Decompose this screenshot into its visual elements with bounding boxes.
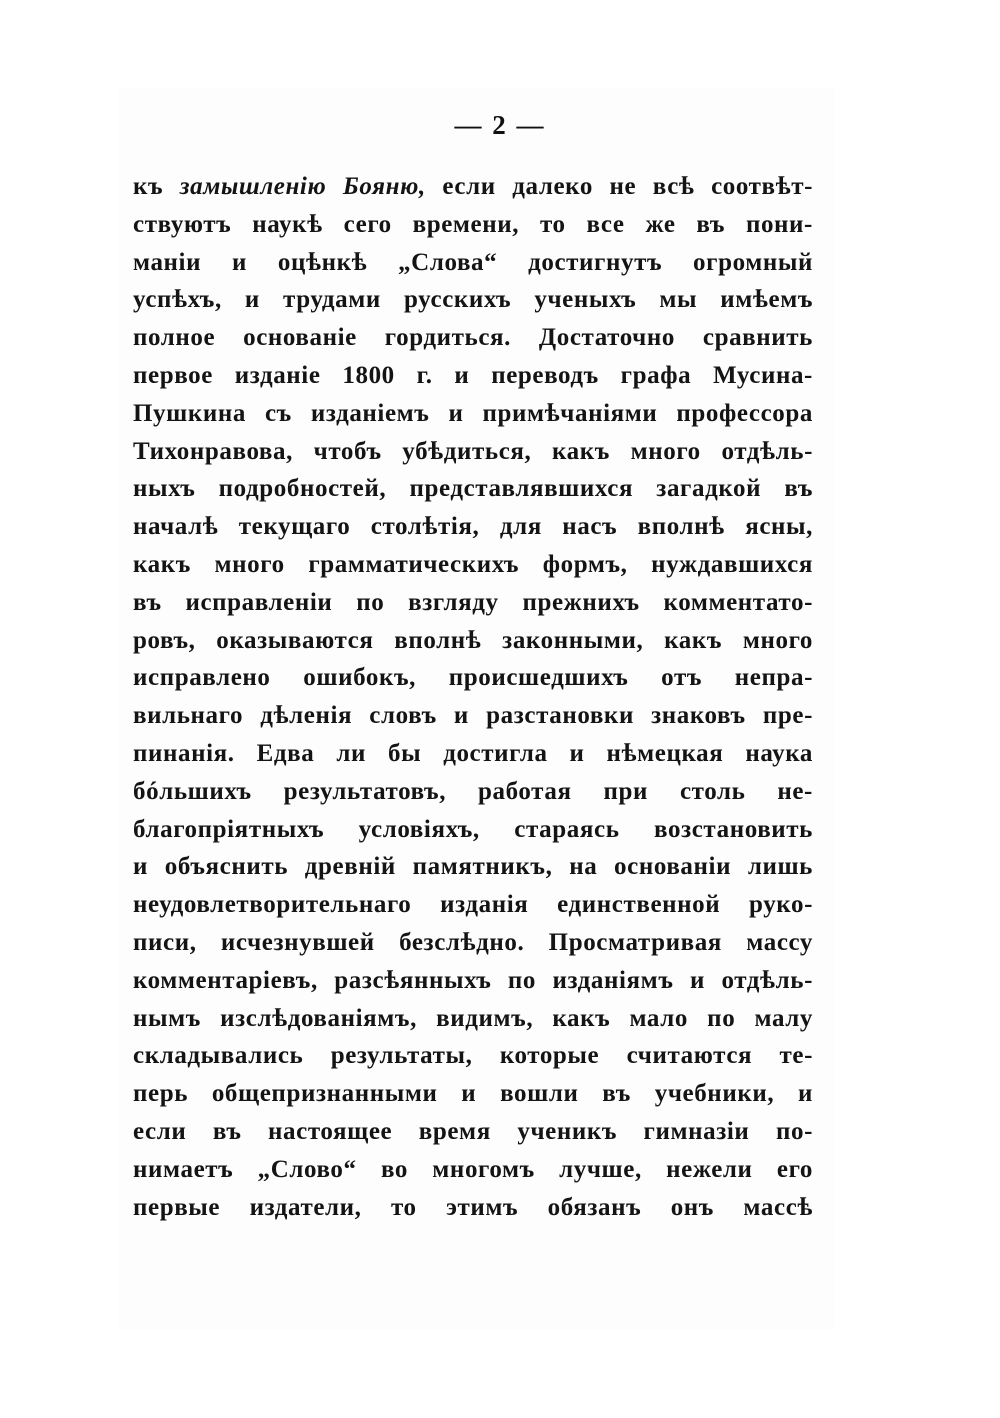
text-line: ствуютъ наукѣ сего времени, то все же въ пони- xyxy=(133,210,813,238)
italic-quote: замышленiю Бояню, xyxy=(179,173,426,200)
text-line: комментарiевъ, разсѣянныхъ по изданiямъ и отдѣль- xyxy=(133,966,813,994)
page-number: — 2 — xyxy=(454,110,546,140)
body-text xyxy=(133,168,813,1226)
text-line: нимаетъ „Слово“ во многомъ лучше, нежели его xyxy=(133,1155,813,1183)
text-line: Пушкина съ изданiемъ и примѣчанiями профессора xyxy=(133,399,813,427)
text-line: бóльшихъ результатовъ, работая при столь не- xyxy=(133,777,813,805)
text-line: Тихонравова, чтобъ убѣдиться, какъ много отдѣль- xyxy=(133,437,813,465)
text-line: нымъ изслѣдованiямъ, видимъ, какъ мало по малу xyxy=(133,1004,813,1032)
text-line: ныхъ подробностей, представлявшихся загадкой въ xyxy=(133,475,813,503)
text-line: складывались результаты, которые считаются те- xyxy=(133,1042,813,1070)
text-line: и объяснить древнiй памятникъ, на основанiи лишь xyxy=(133,853,813,881)
text-line: первые издатели, то этимъ обязанъ онъ массѣ xyxy=(133,1193,813,1221)
text-line: если въ настоящее время ученикъ гимназiи по- xyxy=(133,1117,813,1145)
text-line: писи, исчезнувшей безслѣдно. Просматривая массу xyxy=(133,928,813,956)
text-line: пинанiя. Едва ли бы достигла и нѣмецкая наука xyxy=(133,739,813,767)
text-line: полное основанiе гордиться. Достаточно сравнить xyxy=(133,324,813,352)
text-line: въ исправленiи по взгляду прежнихъ комментато- xyxy=(133,588,813,616)
text-line: неудовлетворительнаго изданiя единственной руко- xyxy=(133,891,813,919)
text-line: ровъ, оказываются вполнѣ законными, какъ много xyxy=(133,626,813,654)
text-line: первое изданiе 1800 г. и переводъ графа Мусина- xyxy=(133,361,813,389)
text-line-1 xyxy=(133,168,813,206)
text-line: вильнаго дѣленiя словъ и разстановки знаковъ пре- xyxy=(133,702,813,730)
text-line: успѣхъ, и трудами русскихъ ученыхъ мы имѣемъ xyxy=(133,286,813,314)
text-line-1-suffix: если далеко не всѣ соотвѣт- xyxy=(425,173,814,200)
text-line: началѣ текущаго столѣтiя, для насъ вполнѣ ясны, xyxy=(133,513,813,541)
text-line: манiи и оцѣнкѣ „Слова“ достигнутъ огромный xyxy=(133,248,813,276)
text-line: какъ много грамматическихъ формъ, нуждавшихся xyxy=(133,550,813,578)
text-line-1-prefix: къ xyxy=(133,173,180,200)
text-line: благопрiятныхъ условiяхъ, стараясь возстановить xyxy=(133,815,813,843)
text-line: исправлено ошибокъ, происшедшихъ отъ непра- xyxy=(133,664,813,692)
text-line: перь общепризнанными и вошли въ учебники, и xyxy=(133,1080,813,1108)
